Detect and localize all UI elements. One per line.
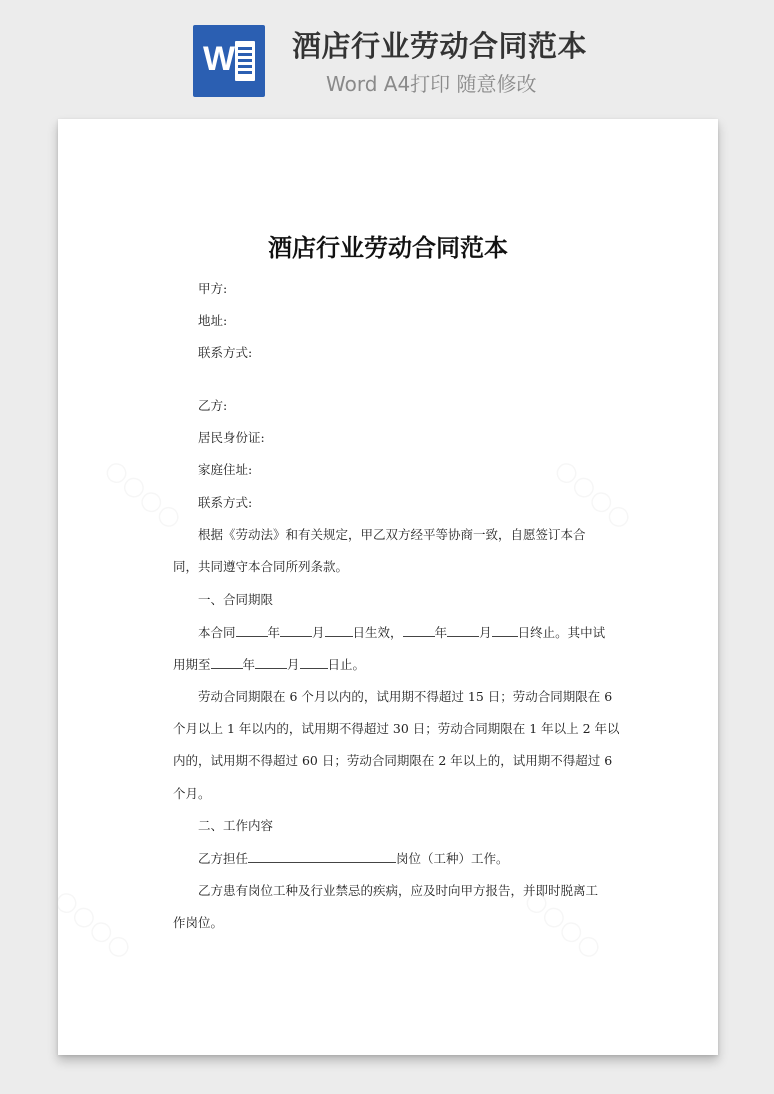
word-icon-lines bbox=[235, 41, 255, 81]
watermark bbox=[99, 453, 188, 534]
party-a-contact-label: 联系方式: bbox=[198, 345, 253, 360]
party-b-home-label: 家庭住址: bbox=[198, 462, 253, 477]
position-blank bbox=[248, 849, 396, 863]
probation-month-blank bbox=[255, 655, 287, 669]
intro-line-2: 同，共同遵守本合同所列条款。 bbox=[173, 559, 349, 574]
word-icon-letter: W bbox=[203, 40, 236, 78]
illness-line-2: 作岗位。 bbox=[173, 915, 224, 930]
term-text: 年 bbox=[242, 657, 256, 672]
term-start-year-blank bbox=[236, 623, 268, 637]
probation-line-3: 内的，试用期不得超过 60 日；劳动合同期限在 2 年以上的，试用期不得超过 6 bbox=[173, 753, 613, 768]
header-subtitle: Word A4打印 随意修改 bbox=[326, 72, 537, 96]
position-line bbox=[198, 849, 509, 868]
document-page bbox=[58, 119, 718, 1055]
term-text: 日止。 bbox=[327, 657, 366, 672]
watermark bbox=[58, 883, 138, 964]
section-2-heading: 二、工作内容 bbox=[198, 818, 274, 833]
party-b-label: 乙方: bbox=[198, 398, 228, 413]
party-b-contact-label: 联系方式: bbox=[198, 495, 253, 510]
term-text: 用期至 bbox=[173, 657, 211, 672]
term-text: 日终止。其中试 bbox=[517, 625, 606, 640]
term-text: 月 bbox=[479, 625, 492, 640]
probation-year-blank bbox=[211, 655, 243, 669]
term-end-month-blank bbox=[447, 623, 479, 637]
term-line-1 bbox=[198, 623, 605, 642]
term-start-month-blank bbox=[280, 623, 312, 637]
position-text: 乙方担任 bbox=[198, 851, 249, 866]
term-text: 月 bbox=[287, 657, 300, 672]
term-line-2 bbox=[173, 655, 365, 674]
probation-line-1: 劳动合同期限在 6 个月以内的，试用期不得超过 15 日；劳动合同期限在 6 bbox=[198, 689, 613, 704]
term-text: 年 bbox=[434, 625, 448, 640]
position-text: 岗位（工种）工作。 bbox=[396, 851, 509, 866]
term-end-day-blank bbox=[492, 623, 518, 637]
header-title: 酒店行业劳动合同范本 bbox=[292, 29, 588, 63]
section-1-heading: 一、合同期限 bbox=[198, 592, 274, 607]
term-text: 日生效， bbox=[352, 625, 403, 640]
party-a-address-label: 地址: bbox=[198, 313, 228, 328]
intro-line-1: 根据《劳动法》和有关规定，甲乙双方经平等协商一致，自愿签订本合 bbox=[198, 527, 586, 542]
term-text: 本合同 bbox=[198, 625, 236, 640]
probation-line-2: 个月以上 1 年以内的，试用期不得超过 30 日；劳动合同期限在 1 年以上 2 年以 bbox=[173, 721, 620, 736]
probation-day-blank bbox=[300, 655, 328, 669]
term-end-year-blank bbox=[403, 623, 435, 637]
document-title: 酒店行业劳动合同范本 bbox=[268, 234, 508, 262]
word-icon bbox=[193, 25, 265, 97]
probation-line-4: 个月。 bbox=[173, 786, 211, 801]
term-start-day-blank bbox=[325, 623, 353, 637]
term-text: 月 bbox=[312, 625, 325, 640]
party-a-label: 甲方: bbox=[198, 281, 228, 296]
illness-line-1: 乙方患有岗位工种及行业禁忌的疾病，应及时向甲方报告，并即时脱离工 bbox=[198, 883, 599, 898]
term-text: 年 bbox=[267, 625, 281, 640]
party-b-id-label: 居民身份证: bbox=[198, 430, 265, 445]
watermark bbox=[549, 453, 638, 534]
header bbox=[0, 0, 774, 118]
